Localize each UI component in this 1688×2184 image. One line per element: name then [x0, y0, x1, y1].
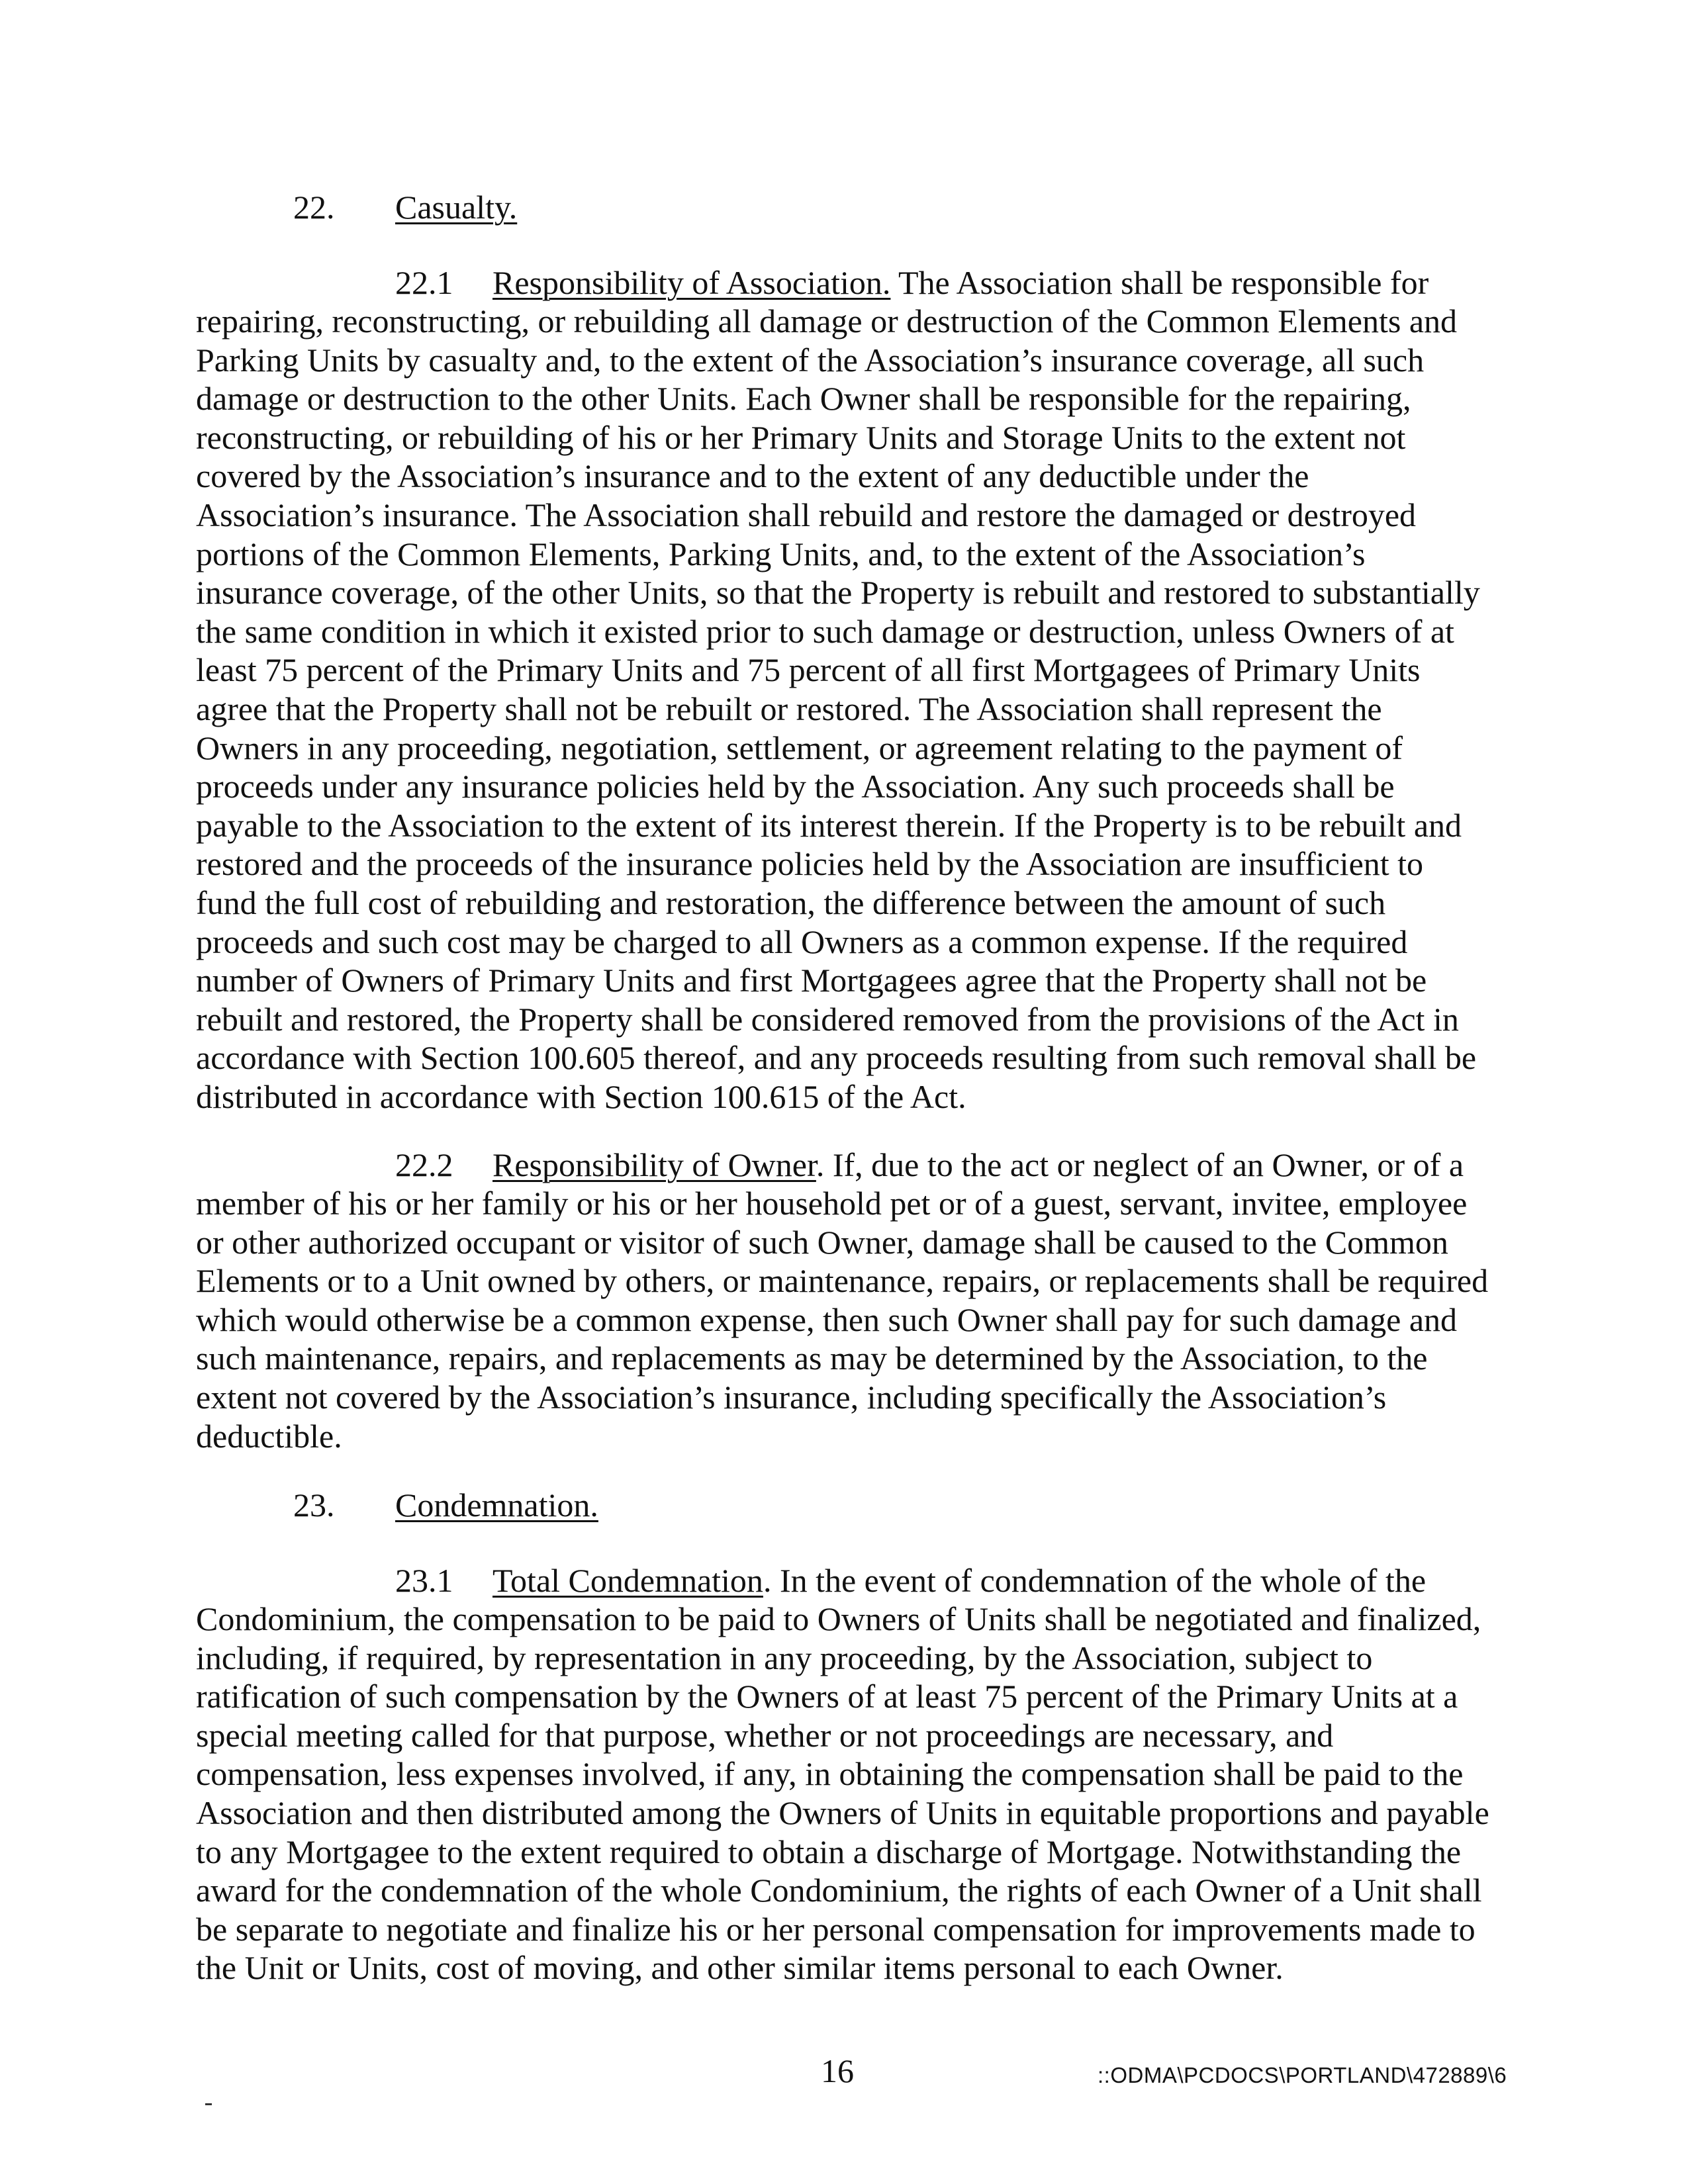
section-23-title: Condemnation.	[395, 1486, 598, 1524]
section-22-2-number: 22.2	[395, 1146, 453, 1183]
paragraph-line: member of his or her family or his or her household pet or of a guest, servant, invitee, employee	[196, 1185, 1468, 1222]
paragraph-line: damage or destruction to the other Units. Each Owner shall be responsible for the repairing,	[196, 380, 1411, 418]
section-22-1-number: 22.1	[395, 264, 453, 301]
section-22-2-body	[196, 1184, 1497, 1455]
section-23-1-number: 23.1	[395, 1562, 453, 1599]
paragraph-line: compensation, less expenses involved, if any, in obtaining the compensation shall be paid to the	[196, 1755, 1464, 1793]
paragraph-line: Association’s insurance. The Association shall rebuild and restore the damaged or destroyed	[196, 496, 1417, 533]
paragraph-line: award for the condemnation of the whole Condominium, the rights of each Owner of a Unit shall	[196, 1872, 1482, 1909]
paragraph-line: the same condition in which it existed prior to such damage or destruction, unless Owners of at	[196, 612, 1454, 650]
section-22-2-title: Responsibility of Owner	[492, 1146, 816, 1183]
paragraph-line: distributed in accordance with Section 100.615 of the Act.	[196, 1077, 966, 1115]
paragraph-line: least 75 percent of the Primary Units and 75 percent of all first Mortgagees of Primary Units	[196, 651, 1421, 689]
paragraph-line: payable to the Association to the extent of its interest therein. If the Property is to be rebuilt and	[196, 806, 1462, 844]
section-23-1-title: Total Condemnation	[492, 1562, 763, 1599]
paragraph-line: extent not covered by the Association’s insurance, including specifically the Association’s	[196, 1378, 1387, 1416]
paragraph-line: to any Mortgagee to the extent required to obtain a discharge of Mortgage. Notwithstanding the	[196, 1833, 1462, 1870]
paragraph-line: Association and then distributed among the Owners of Units in equitable proportions and payable	[196, 1794, 1489, 1831]
section-23-heading	[293, 1486, 335, 1524]
section-23-title-wrap	[395, 1486, 598, 1524]
paragraph-line: or other authorized occupant or visitor of such Owner, damage shall be caused to the Common	[196, 1223, 1448, 1261]
paragraph-line: including, if required, by representation in any proceeding, by the Association, subject to	[196, 1639, 1373, 1676]
paragraph-line: portions of the Common Elements, Parking Units, and, to the extent of the Association’s	[196, 535, 1366, 572]
paragraph-line: rebuilt and restored, the Property shall be considered removed from the provisions of the Act in	[196, 1000, 1459, 1038]
paragraph-line: Parking Units by casualty and, to the extent of the Association’s insurance coverage, all such	[196, 341, 1425, 379]
section-23-1-body	[196, 1600, 1497, 1987]
paragraph-line: Condominium, the compensation to be paid to Owners of Units shall be negotiated and finalized,	[196, 1600, 1481, 1637]
paragraph-line: such maintenance, repairs, and replacements as may be determined by the Association, to the	[196, 1340, 1428, 1377]
section-22-1-number-wrap	[395, 263, 453, 302]
paragraph-line: insurance coverage, of the other Units, so that the Property is rebuilt and restored to substantially	[196, 574, 1480, 612]
section-23-number: 23.	[293, 1486, 335, 1524]
section-22-2-first-line	[492, 1146, 1464, 1184]
section-22-2-number-wrap	[395, 1146, 453, 1184]
paragraph-line: the Unit or Units, cost of moving, and other similar items personal to each Owner.	[196, 1949, 1284, 1987]
paragraph-line: deductible.	[196, 1417, 342, 1455]
paragraph-line: number of Owners of Primary Units and first Mortgagees agree that the Property shall not be	[196, 962, 1427, 999]
section-22-title: Casualty.	[395, 189, 518, 226]
paragraph-line: Owners in any proceeding, negotiation, settlement, or agreement relating to the payment of	[196, 729, 1403, 766]
section-22-2-line-0: . If, due to the act or neglect of an Owner, or of a	[816, 1146, 1464, 1183]
paragraph-line: repairing, reconstructing, or rebuilding all damage or destruction of the Common Elements and	[196, 302, 1458, 340]
paragraph-line: covered by the Association’s insurance and to the extent of any deductible under the	[196, 457, 1309, 495]
paragraph-line: accordance with Section 100.605 thereof, and any proceeds resulting from such removal shall be	[196, 1039, 1477, 1077]
paragraph-line: ratification of such compensation by the Owners of at least 75 percent of the Primary Units at a	[196, 1678, 1458, 1715]
paragraph-line: proceeds under any insurance policies held by the Association. Any such proceeds shall be	[196, 768, 1395, 805]
section-22-1-title: Responsibility of Association.	[492, 264, 891, 301]
section-22-1-line-0: The Association shall be responsible for	[898, 264, 1429, 301]
section-22-title-wrap	[395, 188, 517, 226]
paragraph-line: reconstructing, or rebuilding of his or her Primary Units and Storage Units to the extent not	[196, 418, 1406, 456]
paragraph-line: Elements or to a Unit owned by others, or maintenance, repairs, or replacements shall be required	[196, 1262, 1489, 1300]
paragraph-line: proceeds and such cost may be charged to all Owners as a common expense. If the required	[196, 923, 1408, 960]
paragraph-line: special meeting called for that purpose, whether or not proceedings are necessary, and	[196, 1716, 1334, 1754]
paragraph-line: agree that the Property shall not be rebuilt or restored. The Association shall represent the	[196, 690, 1382, 727]
paragraph-line: be separate to negotiate and finalize his or her personal compensation for improvements made to	[196, 1910, 1476, 1948]
section-22-number: 22.	[293, 189, 335, 226]
paragraph-line: restored and the proceeds of the insurance policies held by the Association are insufficient to	[196, 845, 1424, 883]
section-23-1-line-0: . In the event of condemnation of the whole of the	[763, 1562, 1427, 1599]
section-23-1-first-line	[492, 1561, 1426, 1600]
section-22-1-body	[196, 302, 1497, 1116]
page-number: 16	[821, 2052, 854, 2089]
paragraph-line: which would otherwise be a common expense, then such Owner shall pay for such damage and	[196, 1300, 1458, 1338]
section-22-1-first-line	[492, 263, 1429, 302]
document-id: ::ODMA\PCDOCS\PORTLAND\472889\6	[1098, 2063, 1507, 2087]
paragraph-line: fund the full cost of rebuilding and restoration, the difference between the amount of such	[196, 884, 1386, 921]
scan-mark	[205, 2103, 212, 2105]
section-23-1-number-wrap	[395, 1561, 453, 1600]
section-22-heading	[293, 188, 335, 226]
